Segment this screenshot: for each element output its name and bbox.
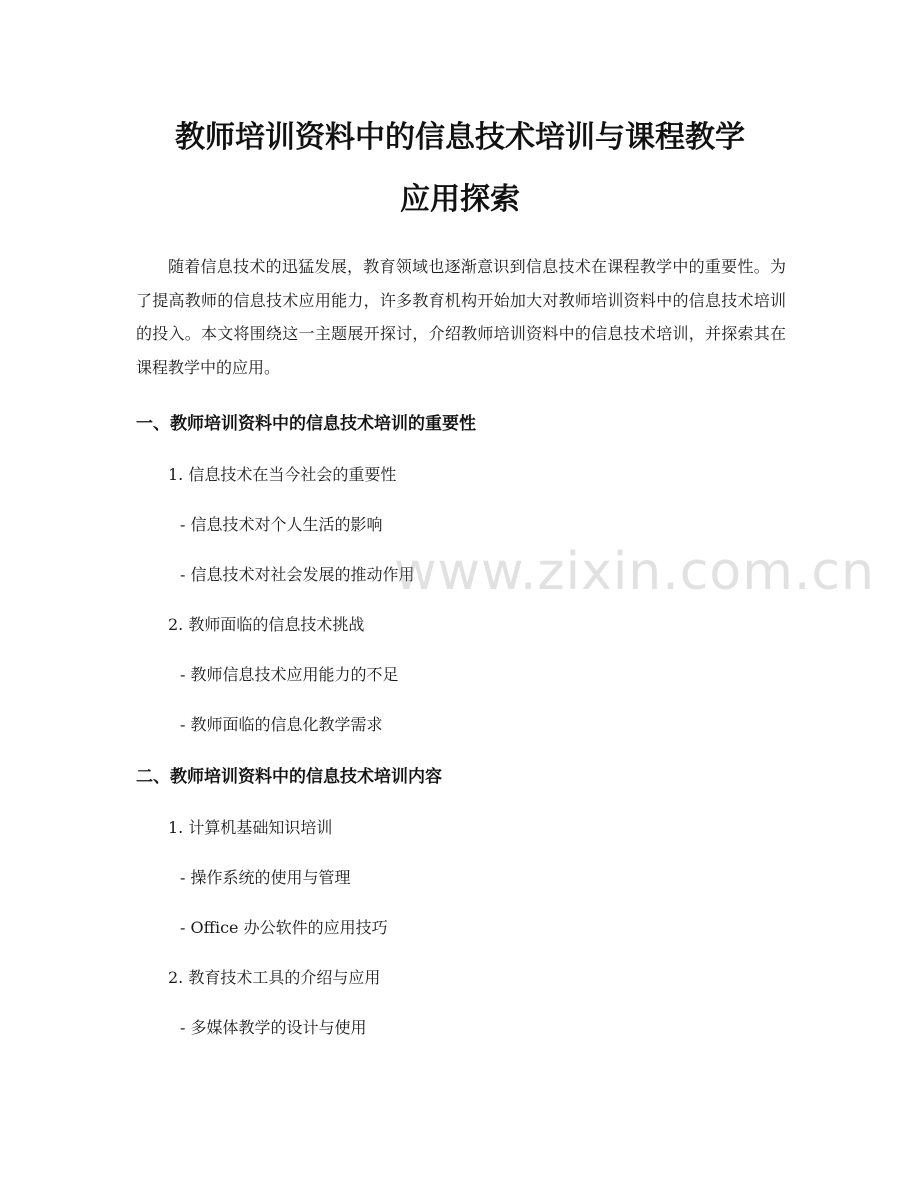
list-item: 1. 计算机基础知识培训	[168, 818, 333, 837]
section-heading-2: 二、教师培训资料中的信息技术培训内容	[136, 767, 442, 787]
sub-list-item: - 多媒体教学的设计与使用	[180, 1018, 367, 1037]
sub-list-item: - 教师信息技术应用能力的不足	[180, 665, 399, 684]
sub-list-item: - Office 办公软件的应用技巧	[180, 918, 388, 937]
sub-list-item: - 信息技术对社会发展的推动作用	[180, 565, 415, 584]
list-item: 2. 教师面临的信息技术挑战	[168, 615, 365, 634]
sub-list-item: - 操作系统的使用与管理	[180, 868, 351, 887]
list-item: 2. 教育技术工具的介绍与应用	[168, 968, 381, 987]
document-title-line-2: 应用探索	[400, 182, 520, 217]
sub-list-item: - 信息技术对个人生活的影响	[180, 515, 383, 534]
intro-paragraph: 随着信息技术的迅猛发展，教育领域也逐渐意识到信息技术在课程教学中的重要性。为了提高教师的信息技术应用能力，许多教育机构开始加大对教师培训资料中的信息技术培训的投入。本文将围绕这一主题展开探讨，介绍教师培训资料中的信息技术培训，并探索其在课程教学中的应用。	[136, 257, 786, 377]
list-item: 1. 信息技术在当今社会的重要性	[168, 465, 397, 484]
document-title-line-1: 教师培训资料中的信息技术培训与课程教学	[175, 120, 745, 155]
watermark-text: www.zixin.com.cn	[394, 542, 875, 602]
section-heading-1: 一、教师培训资料中的信息技术培训的重要性	[136, 414, 476, 434]
sub-list-item: - 教师面临的信息化教学需求	[180, 715, 383, 734]
